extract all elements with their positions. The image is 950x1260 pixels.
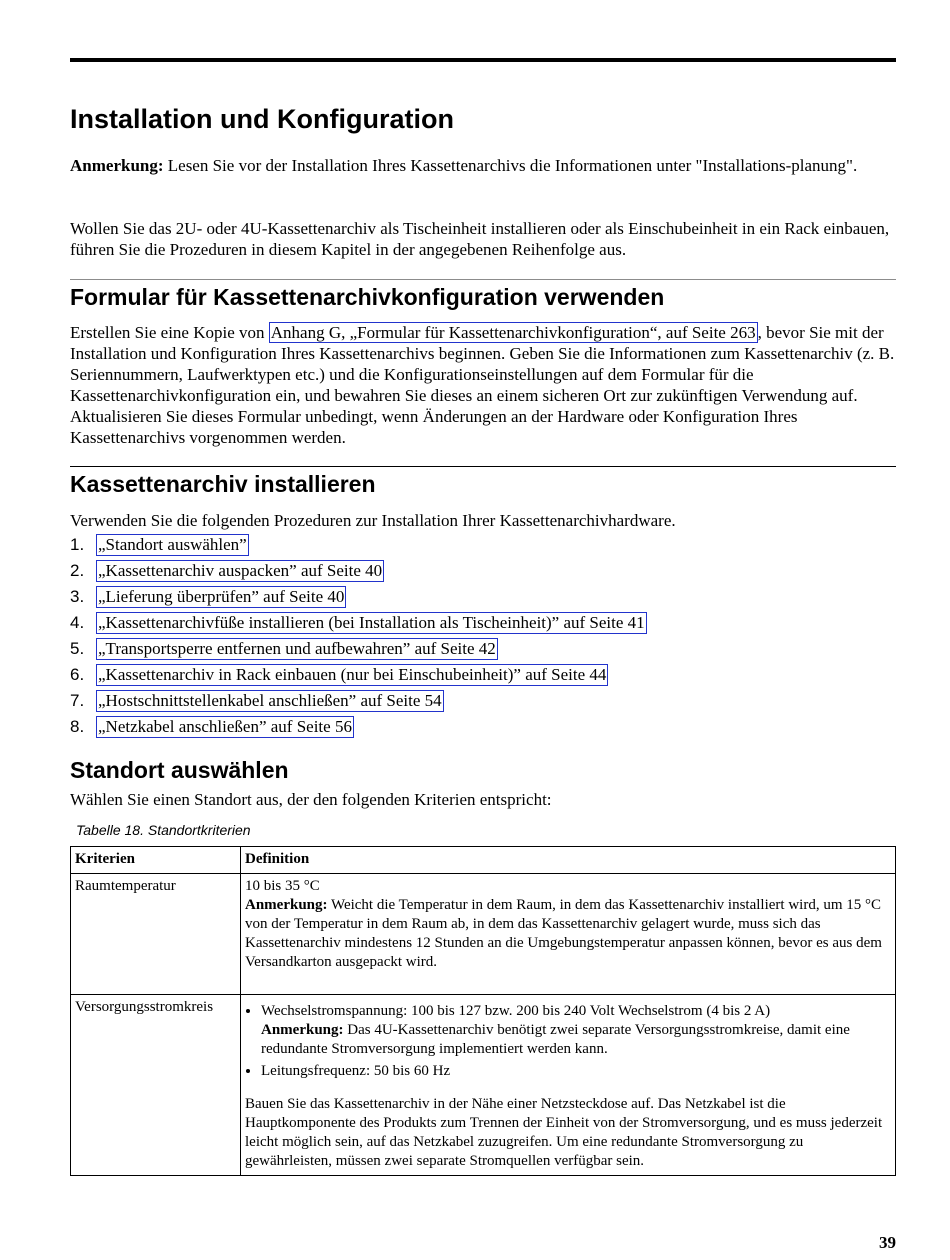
- section-divider: [70, 279, 896, 280]
- list-item: [70, 688, 896, 714]
- table-row: [71, 995, 896, 1176]
- form-text-before: Erstellen Sie eine Kopie von: [70, 323, 269, 342]
- install-steps-list: [70, 532, 896, 740]
- install-section-heading: Kassettenarchiv installieren: [70, 471, 376, 497]
- note-text: Weicht die Temperatur in dem Raum, in dem das Kassettenarchiv installiert wird, um 15 °C von der Temperatur in dem Raum ab, in dem das Kassettenarchiv gelagert wurde, muss sich das Kassettenarchiv mindestens 12 Stunden an die Umgebungstemperatur anpassen können, bevor es aus dem Versandkarton ausgepackt wird.: [245, 897, 882, 970]
- section-title: Installation und Konfiguration: [70, 104, 454, 134]
- step-link[interactable]: „Lieferung überprüfen” auf Seite 40: [98, 587, 345, 606]
- top-rule: [70, 58, 896, 62]
- definition-cell: [241, 995, 896, 1176]
- temperature-value: 10 bis 35 °C: [245, 878, 320, 894]
- form-section-paragraph: [70, 322, 896, 448]
- step-number: 3.: [70, 587, 85, 606]
- list-item: [261, 1062, 891, 1081]
- step-link[interactable]: „Hostschnittstellenkabel anschließen” auf Seite 54: [98, 691, 442, 710]
- step-link[interactable]: „Kassettenarchivfüße installieren (bei Installation als Tischeinheit)” auf Seite 41: [98, 613, 645, 632]
- temperature-note: [245, 896, 891, 972]
- step-link[interactable]: „Transportsperre entfernen und aufbewahren” auf Seite 42: [98, 639, 496, 658]
- step-number: 6.: [70, 665, 85, 684]
- intro-paragraph: Wollen Sie das 2U- oder 4U-Kassettenarchiv als Tischeinheit installieren oder als Einschubeinheit in ein Rack einbauen, führen Sie die Prozeduren in diesem Kapitel in der angegebenen Reihenfolge aus.: [70, 219, 890, 259]
- criteria-table: [70, 846, 896, 1176]
- table-row: [71, 874, 896, 995]
- location-section-heading: Standort auswählen: [70, 757, 289, 783]
- table-header-cell: Definition: [241, 847, 896, 874]
- appendix-g-link[interactable]: Anhang G, „Formular für Kassettenarchivkonfiguration“, auf Seite 263: [270, 323, 756, 342]
- install-intro: Verwenden Sie die folgenden Prozeduren zur Installation Ihrer Kassettenarchivhardware.: [70, 511, 676, 530]
- form-section-heading: Formular für Kassettenarchivkonfiguration verwenden: [70, 284, 665, 310]
- list-item: [70, 636, 896, 662]
- table-caption: Tabelle 18. Standortkriterien: [76, 822, 251, 838]
- step-number: 1.: [70, 535, 85, 554]
- table-header-row: [71, 847, 896, 874]
- criterion-cell: Versorgungsstromkreis: [71, 995, 241, 1176]
- definition-cell: [241, 874, 896, 995]
- intro-note-text: Lesen Sie vor der Installation Ihres Kassettenarchivs die Informationen unter "Installations-planung".: [163, 156, 858, 175]
- criterion-cell: Raumtemperatur: [71, 874, 241, 995]
- step-link[interactable]: „Kassettenarchiv auspacken” auf Seite 40: [98, 561, 383, 580]
- location-intro: Wählen Sie einen Standort aus, der den folgenden Kriterien entspricht:: [70, 790, 552, 809]
- list-item: [70, 714, 896, 740]
- note-text: Das 4U-Kassettenarchiv benötigt zwei separate Versorgungsstromkreise, damit eine redundante Stromversorgung implementiert werden kann.: [261, 1022, 850, 1057]
- step-number: 5.: [70, 639, 85, 658]
- list-item: [70, 662, 896, 688]
- list-item: [70, 584, 896, 610]
- list-item: [261, 1002, 891, 1059]
- section-divider: [70, 466, 896, 467]
- step-link[interactable]: „Netzkabel anschließen” auf Seite 56: [98, 717, 352, 736]
- table-header-cell: Kriterien: [71, 847, 241, 874]
- list-item: [70, 610, 896, 636]
- voltage-text: Wechselstromspannung: 100 bis 127 bzw. 200 bis 240 Volt Wechselstrom (4 bis 2 A): [261, 1003, 771, 1019]
- power-paragraph: Bauen Sie das Kassettenarchiv in der Nähe einer Netzsteckdose auf. Das Netzkabel ist die Hauptkomponente des Produkts zum Trennen der Einheit von der Stromversorgung, und es muss jederzeit leicht möglich sein, auf das Netzkabel zuzugreifen. Um eine redundante Stromversorgung zu gewährleisten, müssen zwei separate Stromquellen verfügbar sein.: [245, 1096, 883, 1169]
- note-label: Anmerkung:: [245, 897, 328, 913]
- intro-note: [70, 155, 896, 176]
- step-number: 7.: [70, 691, 85, 710]
- list-item: [70, 532, 896, 558]
- form-text-after: , bevor Sie mit der Installation und Konfiguration Ihres Kassettenarchivs beginnen. Geben Sie die Informationen zum Kassettenarchiv (z. B. Seriennummern, Laufwerktypen etc.) und die Konfigurationseinstellungen auf dem Formular für die Kassettenarchivkonfiguration ein, und bewahren Sie dieses an einem sicheren Ort zur zukünftigen Verwendung auf. Aktualisieren Sie dieses Formular unbedingt, wenn Änderungen an der Hardware oder Konfiguration Ihres Kassettenarchivs vorgenommen werden.: [70, 323, 895, 447]
- step-number: 8.: [70, 717, 85, 736]
- power-bullet-list: [245, 1002, 891, 1081]
- intro-note-label: Anmerkung:: [70, 156, 164, 175]
- frequency-text: Leitungsfrequenz: 50 bis 60 Hz: [261, 1063, 451, 1079]
- step-link[interactable]: „Kassettenarchiv in Rack einbauen (nur bei Einschubeinheit)” auf Seite 44: [98, 665, 607, 684]
- page-number: 39: [879, 1233, 896, 1252]
- note-label: Anmerkung:: [261, 1022, 344, 1038]
- step-number: 4.: [70, 613, 85, 632]
- list-item: [70, 558, 896, 584]
- step-number: 2.: [70, 561, 85, 580]
- step-link[interactable]: „Standort auswählen”: [98, 535, 247, 554]
